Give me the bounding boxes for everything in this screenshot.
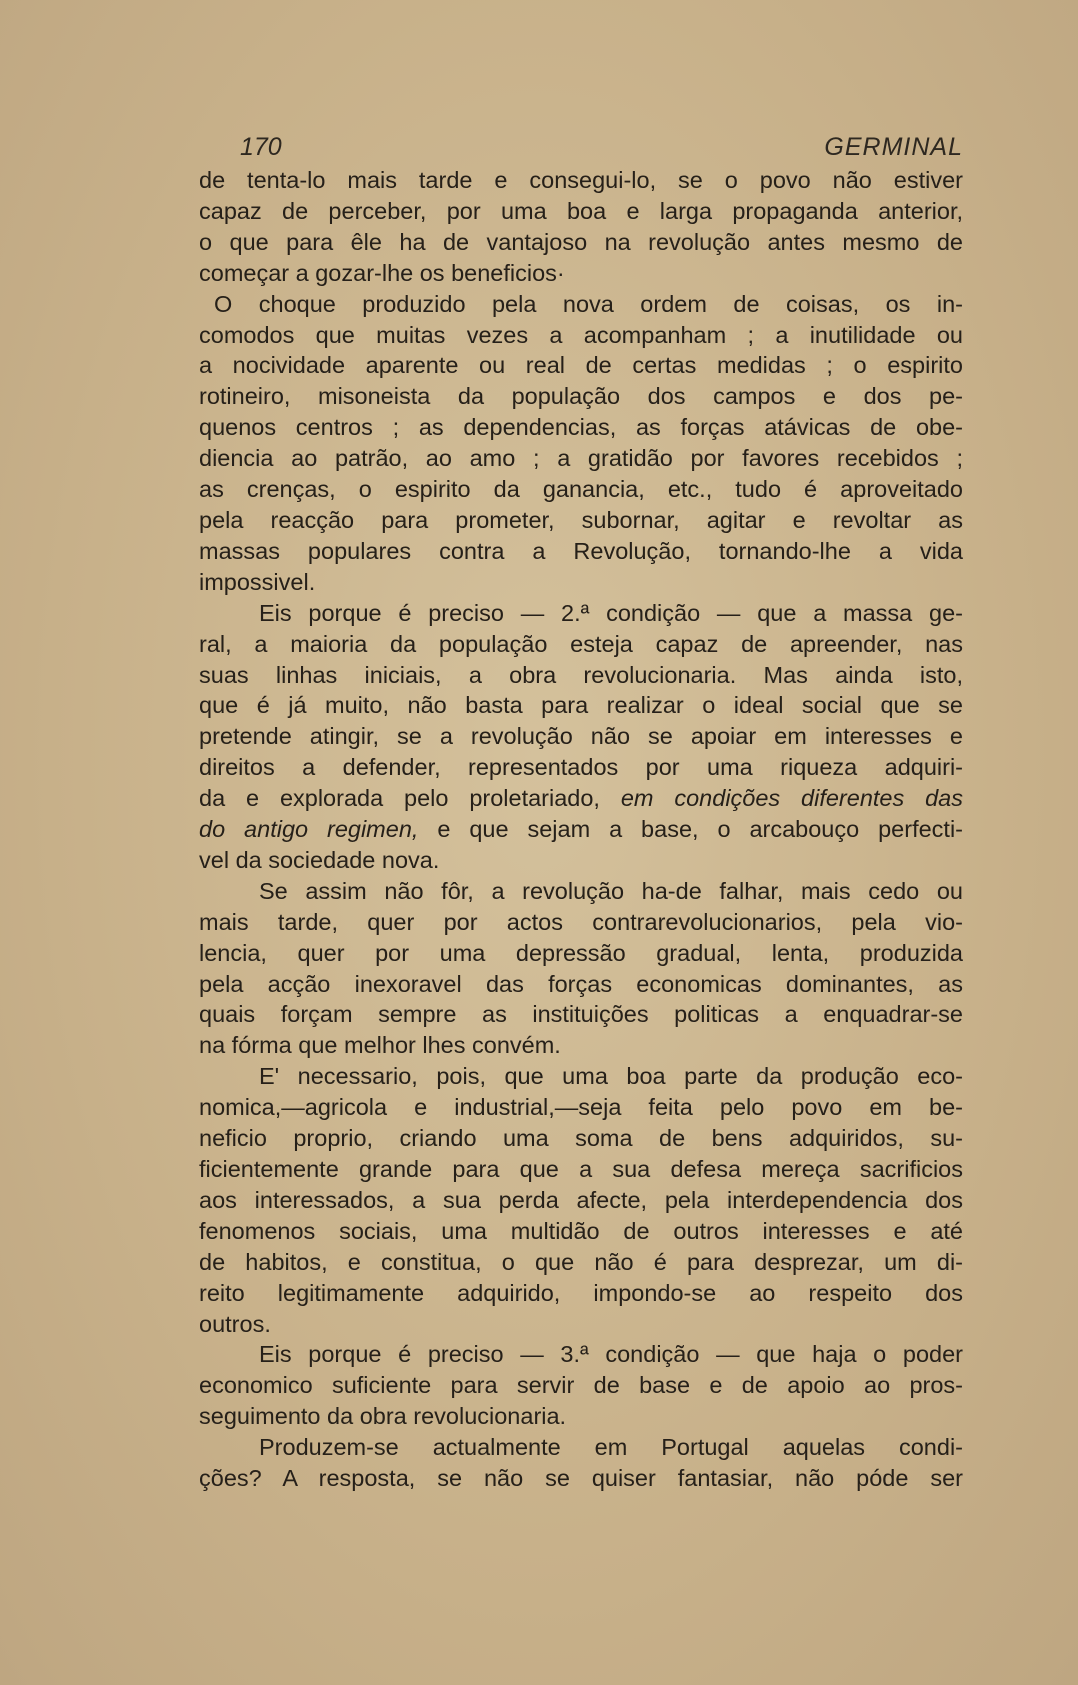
body-text xyxy=(199,165,963,1494)
paragraph-1 xyxy=(199,165,963,289)
paragraph-2 xyxy=(199,289,963,598)
text-line: de tenta-lo mais tarde e consegui-lo, se o povo não estiver xyxy=(199,167,963,193)
text-line: impossivel. xyxy=(199,568,316,595)
text-line: seguimento da obra revolucionaria. xyxy=(199,1403,567,1430)
text-line: comodos que muitas vezes a acompanham ; a inutilidade ou xyxy=(199,321,963,348)
text-line: pretende atingir, se a revolução não se apoiar em interesses e xyxy=(199,723,963,750)
text-line: lencia, quer por uma depressão gradual, lenta, produzida xyxy=(199,939,963,966)
text-line: começar a gozar-lhe os beneficios· xyxy=(199,259,565,286)
text-segment: da e explorada pelo proletariado, xyxy=(199,785,600,812)
text-line: suas linhas iniciais, a obra revolucionaria. Mas ainda isto, xyxy=(199,661,963,688)
text-line: reito legitimamente adquirido, impondo-se ao respeito dos xyxy=(199,1279,963,1306)
running-head xyxy=(199,125,963,165)
text-line: fenomenos sociais, uma multidão de outros interesses e até xyxy=(199,1217,963,1244)
italic-text: do antigo regimen, xyxy=(199,816,419,843)
text-segment: e que sejam a base, o arcabouço perfecti- xyxy=(437,816,963,843)
running-title: GERMINAL xyxy=(824,133,963,161)
text-line: a nocividade aparente ou real de certas medidas ; o espirito xyxy=(199,352,963,379)
paragraph-6 xyxy=(199,1339,963,1432)
text-line: quenos centros ; as dependencias, as forças atávicas de obe- xyxy=(199,414,963,441)
text-line: economico suficiente para servir de base e de apoio ao pros- xyxy=(199,1372,963,1399)
text-line: rotineiro, misoneista da população dos campos e dos pe- xyxy=(199,383,963,410)
text-line: quais forçam sempre as instituições politicas a enquadrar-se xyxy=(199,1001,963,1028)
text-line: de habitos, e constitua, o que não é para desprezar, um di- xyxy=(199,1248,963,1275)
text-line: diencia ao patrão, ao amo ; a gratidão por favores recebidos ; xyxy=(199,445,963,472)
text-line: capaz de perceber, por uma boa e larga propaganda anterior, xyxy=(199,197,963,224)
text-line: vel da sociedade nova. xyxy=(199,846,440,873)
text-line: direitos a defender, representados por uma riqueza adquiri- xyxy=(199,754,963,781)
text-line xyxy=(199,783,963,814)
text-line: outros. xyxy=(199,1310,271,1337)
text-line: Se assim não fôr, a revolução ha-de falhar, mais cedo ou xyxy=(259,877,963,904)
text-line: neficio proprio, criando uma soma de bens adquiridos, su- xyxy=(199,1125,963,1152)
text-line: que é já muito, não basta para realizar o ideal social que se xyxy=(199,692,963,719)
text-line: ral, a maioria da população esteja capaz de apreender, nas xyxy=(199,630,963,657)
paragraph-5 xyxy=(199,1061,963,1339)
paragraph-7 xyxy=(199,1432,963,1494)
text-line: na fórma que melhor lhes convém. xyxy=(199,1032,561,1059)
text-line: ficientemente grande para que a sua defesa mereça sacrificios xyxy=(199,1156,963,1182)
italic-text: em condições diferentes das xyxy=(620,785,964,812)
text-line: pela acção inexoravel das forças economicas dominantes, as xyxy=(199,970,963,997)
text-line xyxy=(199,814,963,845)
page-number: 170 xyxy=(240,133,282,161)
text-line: Produzem-se actualmente em Portugal aquelas condi- xyxy=(259,1434,963,1461)
text-line: aos interessados, a sua perda afecte, pela interdependencia dos xyxy=(199,1186,963,1213)
paragraph-3 xyxy=(199,598,963,876)
paragraph-4 xyxy=(199,876,963,1061)
text-line: as crenças, o espirito da ganancia, etc., tudo é aproveitado xyxy=(199,476,963,503)
text-line: ções? A resposta, se não se quiser fantasiar, não póde ser xyxy=(199,1465,963,1492)
text-line: pela reacção para prometer, subornar, agitar e revoltar as xyxy=(199,506,963,533)
text-line: E' necessario, pois, que uma boa parte da produção eco- xyxy=(259,1063,963,1090)
text-line: Eis porque é preciso — 2.ª condição — que a massa ge- xyxy=(259,599,963,626)
text-line: o que para êle ha de vantajoso na revolução antes mesmo de xyxy=(199,228,963,255)
text-line: massas populares contra a Revolução, tornando-lhe a vida xyxy=(199,537,963,564)
text-line: nomica,—agricola e industrial,—seja feita pelo povo em be- xyxy=(199,1094,963,1121)
text-line: O choque produzido pela nova ordem de coisas, os in- xyxy=(214,290,963,317)
book-page xyxy=(199,125,963,1625)
text-line: Eis porque é preciso — 3.ª condição — que haja o poder xyxy=(259,1341,963,1368)
text-line: mais tarde, quer por actos contrarevolucionarios, pela vio- xyxy=(199,908,963,935)
